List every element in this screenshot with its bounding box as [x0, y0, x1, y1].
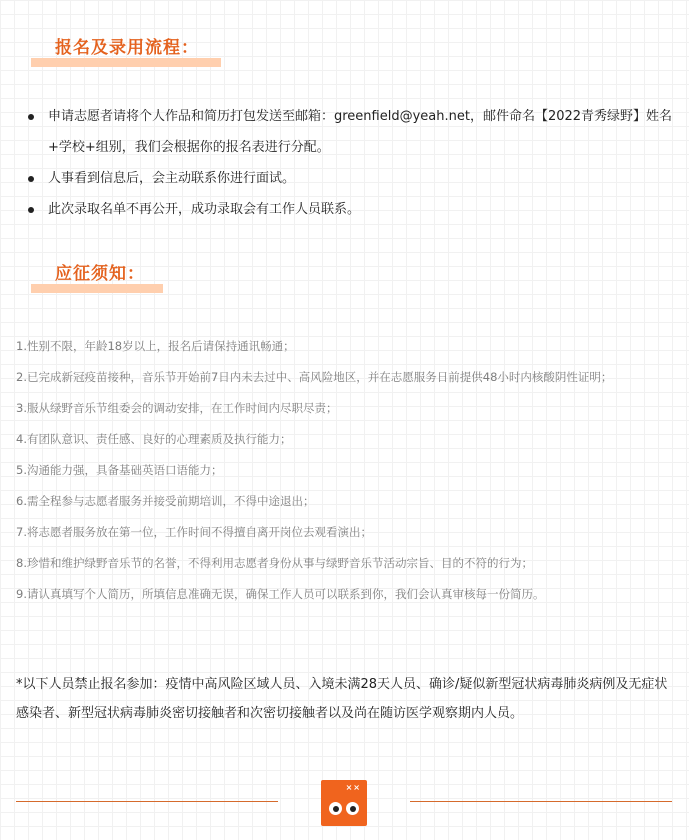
heading-text: 应征须知： [55, 264, 145, 284]
heading-highlight [31, 58, 221, 67]
requirement-item: 4.有团队意识、责任感、良好的心理素质及执行能力； [16, 432, 292, 446]
bullet-icon [28, 114, 34, 120]
list-item-text: 人事看到信息后，会主动联系你进行面试。 [48, 171, 296, 186]
list-item [28, 163, 678, 194]
list-item-text: 此次录取名单不再公开，成功录取会有工作人员联系。 [48, 202, 361, 217]
bullet-icon [28, 176, 34, 182]
requirement-item: 3.服从绿野音乐节组委会的调动安排，在工作时间内尽职尽责； [16, 401, 338, 415]
section-heading-registration [31, 33, 221, 67]
list-item [28, 194, 678, 225]
bullet-icon [28, 207, 34, 213]
requirement-item: 8.珍惜和维护绿野音乐节的名誉，不得利用志愿者身份从事与绿野音乐节活动宗旨、目的不符的行为； [16, 556, 533, 570]
requirements-list [16, 331, 676, 610]
list-item-text: 申请志愿者请将个人作品和简历打包发送至邮箱：greenfield@yeah.net，邮件命名【2022青秀绿野】姓名+学校+组别，我们会根据你的报名表进行分配。 [48, 109, 673, 155]
eye-icon [346, 802, 359, 815]
logo-mark: ×× [345, 783, 361, 792]
mascot-face-icon [321, 780, 367, 826]
requirement-item: 2.已完成新冠疫苗接种，音乐节开始前7日内未去过中、高风险地区，并在志愿服务日前提供48小时内核酸阴性证明； [16, 370, 613, 384]
prohibition-notice: *以下人员禁止报名参加：疫情中高风险区域人员、入境未满28天人员、确诊/疑似新型冠状病毒肺炎病例及无症状感染者、新型冠状病毒肺炎密切接触者和次密切接触者以及尚在随访医学观察期内人员。 [16, 677, 668, 721]
requirement-item: 7.将志愿者服务放在第一位，工作时间不得擅自离开岗位去观看演出； [16, 525, 372, 539]
footer-divider-left [16, 801, 278, 802]
list-item [28, 101, 678, 163]
process-list [28, 101, 678, 225]
heading-highlight [31, 284, 163, 293]
eye-icon [329, 802, 342, 815]
requirement-item: 6.需全程参与志愿者服务并接受前期培训，不得中途退出； [16, 494, 315, 508]
section-heading-requirements [31, 259, 163, 293]
footer-divider-right [410, 801, 672, 802]
requirement-item: 9.请认真填写个人简历，所填信息准确无误，确保工作人员可以联系到你，我们会认真审核每一份简历。 [16, 587, 545, 601]
requirement-item: 1.性别不限，年龄18岁以上，报名后请保持通讯畅通； [16, 339, 295, 353]
requirement-item: 5.沟通能力强，具备基础英语口语能力； [16, 463, 223, 477]
heading-text: 报名及录用流程： [55, 38, 199, 58]
